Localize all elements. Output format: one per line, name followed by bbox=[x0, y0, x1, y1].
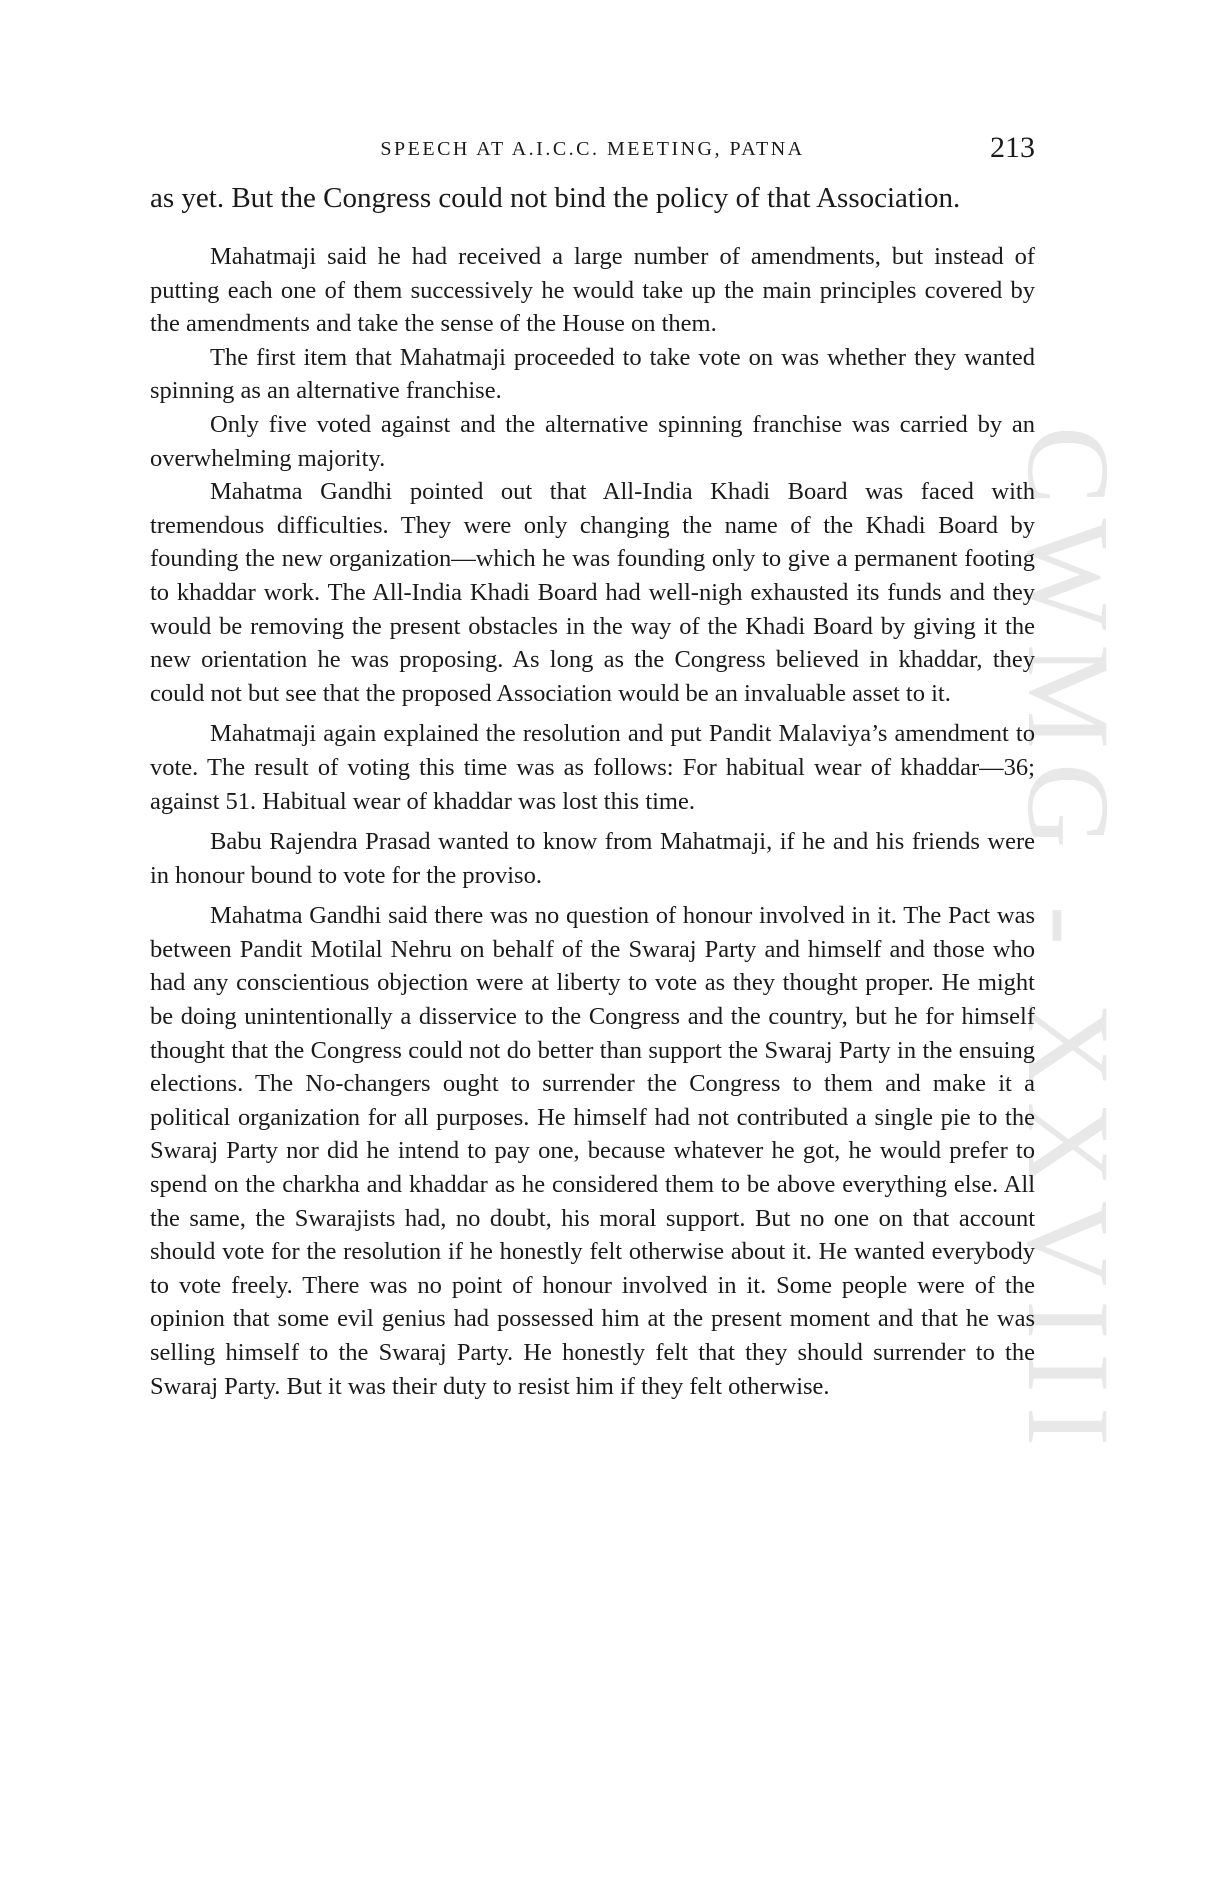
paragraph: The first item that Mahatmaji proceeded to take vote on was whether they wanted spinning as an alternative franchise. bbox=[150, 343, 1035, 405]
paragraph: Mahatma Gandhi pointed out that All-India Khadi Board was faced with tremendous difficulties. They were only changing the name of the Khadi Board by founding the new organization—which he was founding only to give a permanent footing to khaddar work. The All-India Khadi Board had well-nigh exhausted its funds and they would be removing the present obstacles in the way of the Khadi Board by giving it the new orientation he was proposing. As long as the Congress believed in khaddar, they could not but see that the proposed Association would be an invaluable asset to it. bbox=[150, 478, 1035, 707]
paragraph: Babu Rajendra Prasad wanted to know from Mahatmaji, if he and his friends were in honour bound to vote for the proviso. bbox=[150, 828, 1035, 889]
page-number: 213 bbox=[990, 131, 1035, 164]
running-title: SPEECH AT A.I.C.C. MEETING, PATNA bbox=[380, 138, 805, 160]
paragraph: Only five voted against and the alternative spinning franchise was carried by an overwhelming majority. bbox=[150, 410, 1035, 472]
paragraph: Mahatma Gandhi said there was no question of honour involved in it. The Pact was between Pandit Motilal Nehru on behalf of the Swaraj Party and himself and those who had any conscientious objection were at liberty to vote as they thought proper. He might be doing unintentionally a disservice to the Congress and the country, but he for himself thought that the Congress could not do better than support the Swaraj Party in the ensuing elections. The No-changers ought to surrender the Congress to them and make it a political organization for all purposes. He himself had not contributed a single pie to the Swaraj Party nor did he intend to pay one, because whatever he got, he would prefer to spend on the charkha and khaddar as he considered them to be above everything else. All the same, the Swarajists had, no doubt, his moral support. But no one on that account should vote for the resolution if he honestly felt otherwise about it. He wanted everybody to vote freely. There was no point of honour involved in it. Some people were of the opinion that some evil genius had possessed him at the present moment and that he was selling himself to the Swaraj Party. He honestly felt that they should surrender to the Swaraj Party. But it was their duty to resist him if they felt otherwise. bbox=[150, 902, 1035, 1400]
paragraph: Mahatmaji said he had received a large number of amendments, but instead of putting each one of them successively he would take up the main principles covered by the amendments and take the sense of the House on them. bbox=[150, 243, 1035, 338]
paragraph-continuation: as yet. But the Congress could not bind the policy of that Association. bbox=[150, 182, 961, 214]
running-head bbox=[150, 131, 1035, 170]
watermark-text: CWMG - XXVIII bbox=[1003, 425, 1134, 1461]
body-text bbox=[150, 180, 1035, 1403]
paragraph: Mahatmaji again explained the resolution and put Pandit Malaviya’s amendment to vote. The result of voting this time was as follows: For habitual wear of khaddar—36; against 51. Habitual wear of khaddar was lost this time. bbox=[150, 720, 1035, 815]
